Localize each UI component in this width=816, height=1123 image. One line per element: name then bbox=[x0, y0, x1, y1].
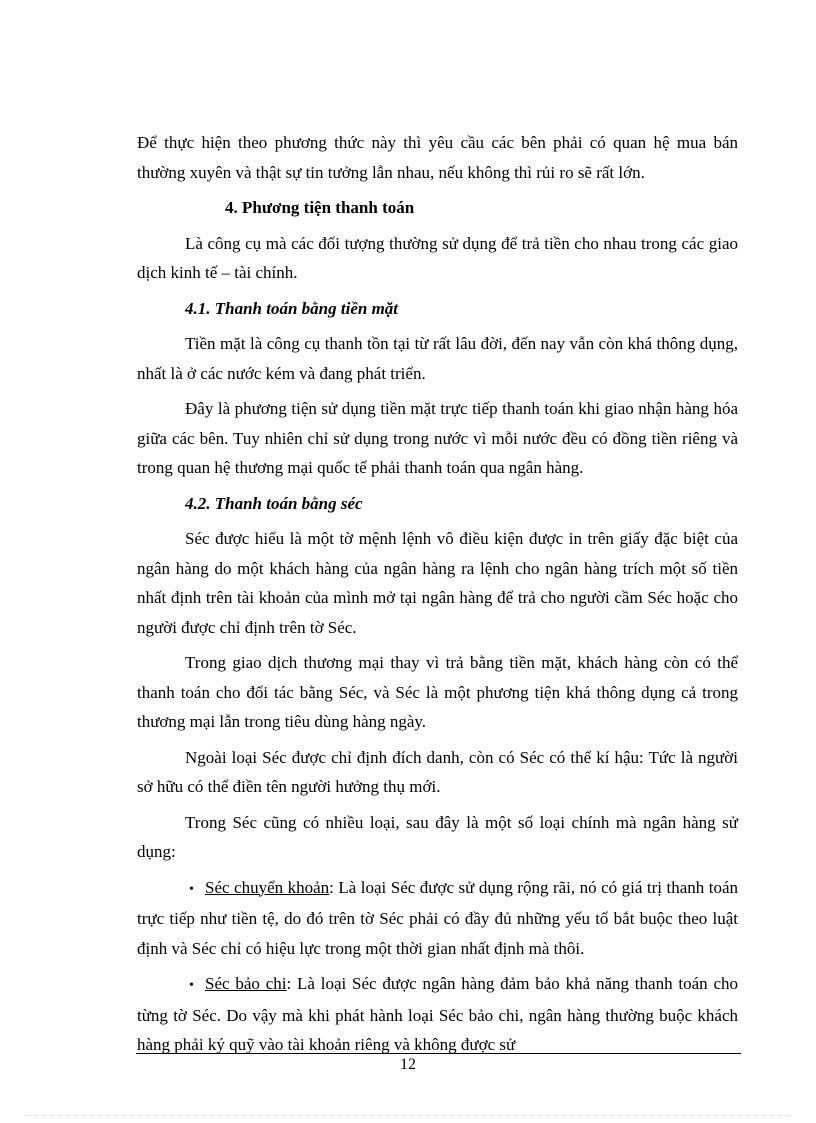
paragraph: Séc được hiểu là một tờ mệnh lệnh vô điều kiện được in trên giấy đặc biệt của ngân hàng do một khách hàng của ngân hàng ra lệnh cho ngân hàng trích một số tiền nhất định trên tài khoản của mình mở tại ngân hàng để trả cho người cầm Séc hoặc cho người được chỉ định trên tờ Séc. bbox=[137, 529, 738, 637]
bullet-term: Séc chuyển khoản bbox=[205, 877, 330, 897]
footer-divider bbox=[136, 1053, 741, 1054]
bullet-text: : Là loại Séc được ngân hàng đảm bảo khả năng thanh toán cho từng tờ Séc. Do vậy mà khi phát hành loại Séc bảo chi, ngân hàng thường buộc khách hàng phải ký quỹ vào tài khoản riêng và không được sử bbox=[137, 974, 738, 1054]
paragraph: Tiền mặt là công cụ thanh tồn tại từ rất lâu đời, đến nay vẫn còn khá thông dụng, nhất là ở các nước kém và đang phát triển. bbox=[137, 334, 738, 383]
paragraph: Là công cụ mà các đối tượng thường sử dụng để trả tiền cho nhau trong các giao dịch kinh tế – tài chính. bbox=[137, 233, 738, 282]
bullet-icon: • bbox=[189, 881, 194, 897]
paragraph: Ngoài loại Séc được chỉ định đích danh, còn có Séc có thể kí hậu: Tức là người sở hữu có thể điền tên người hưởng thụ mới. bbox=[137, 747, 738, 796]
subsection-heading-4-2: 4.2. Thanh toán bằng séc bbox=[185, 493, 363, 513]
bullet-item bbox=[137, 873, 738, 964]
bullet-text: : Là loại Séc được sử dụng rộng rãi, nó có giá trị thanh toán trực tiếp như tiền tệ, do đó trên tờ Séc phải có đầy đủ những yếu tố bắt buộc theo luật định và Séc chỉ có hiệu lực trong một thời gian nhất định mà thôi. bbox=[137, 877, 738, 958]
paragraph: Trong Séc cũng có nhiều loại, sau đây là một số loại chính mà ngân hàng sử dụng: bbox=[137, 812, 738, 861]
bullet-item bbox=[137, 969, 738, 1060]
page-number: 12 bbox=[400, 1056, 416, 1073]
subsection-heading-4-1: 4.1. Thanh toán bằng tiền mặt bbox=[185, 298, 399, 318]
bullet-term: Séc bảo chi bbox=[205, 974, 287, 993]
paragraph: Trong giao dịch thương mại thay vì trả bằng tiền mặt, khách hàng còn có thể thanh toán cho đối tác bằng Séc, và Séc là một phương tiện khá thông dụng cả trong thương mại lẫn trong tiêu dùng hàng ngày. bbox=[137, 653, 738, 731]
section-heading-4: 4. Phương tiện thanh toán bbox=[225, 198, 415, 217]
page-edge-dotted-line bbox=[26, 1115, 790, 1116]
paragraph-continuation: Để thực hiện theo phương thức này thì yêu cầu các bên phải có quan hệ mua bán thường xuyên và thật sự tin tưởng lẫn nhau, nếu không thì rủi ro sẽ rất lớn. bbox=[137, 133, 738, 182]
paragraph: Đây là phương tiện sử dụng tiền mặt trực tiếp thanh toán khi giao nhận hàng hóa giữa các bên. Tuy nhiên chỉ sử dụng trong nước vì mỗi nước đều có đồng tiền riêng và trong quan hệ thương mại quốc tế phải thanh toán qua ngân hàng. bbox=[137, 399, 738, 477]
body-text bbox=[137, 128, 738, 1066]
bullet-icon: • bbox=[189, 978, 194, 993]
